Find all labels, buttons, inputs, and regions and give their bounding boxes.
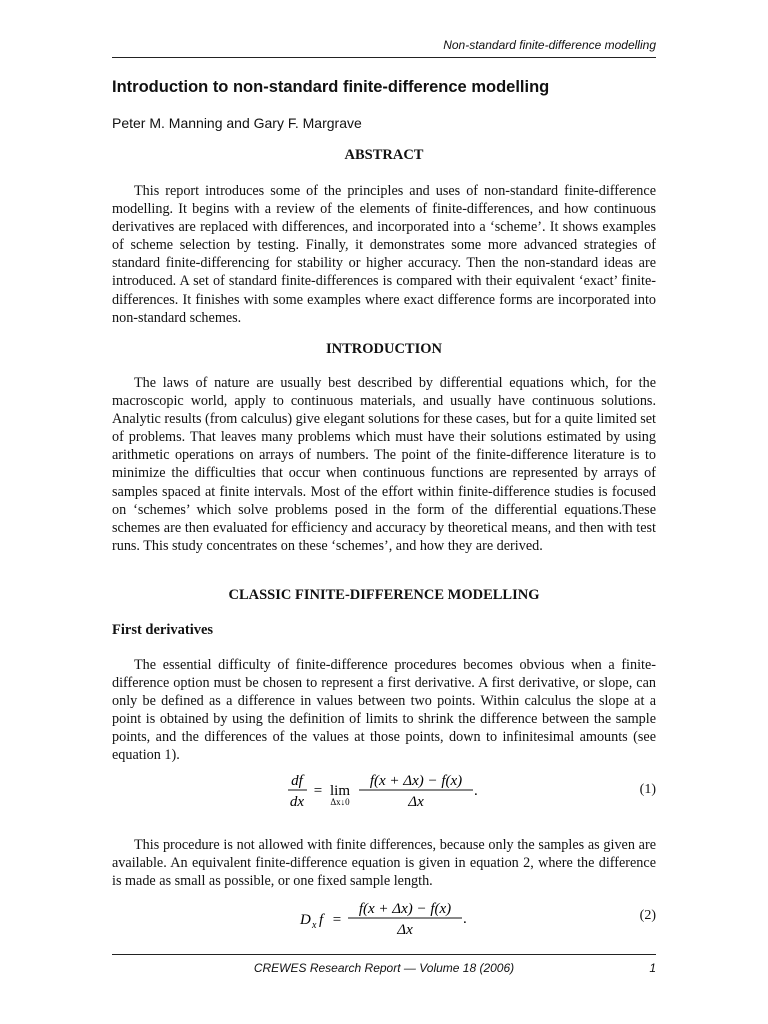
eq2-numerator: f(x + Δx) − f(x): [358, 901, 452, 917]
authors: Peter M. Manning and Gary F. Margrave: [112, 115, 362, 131]
equation-1-number: (1): [639, 782, 656, 797]
eq2-denominator: Δx: [397, 922, 413, 938]
header-rule: [112, 57, 656, 58]
equation-1-formula: [112, 770, 656, 814]
running-header: Non-standard finite-difference modelling: [443, 38, 656, 52]
introduction-paragraph: The laws of nature are usually best described by differential equations which, for the macroscopic world, apply to continuous materials, and usually have continuous solutions. Analytic results (from calculus) give elegant solutions for these cases, but for a quite limited set of problems. That leaves many problems which must have their solutions estimated by using arithmetic operations on arrays of numbers. The point of the finite-difference literature is to minimize the difficulties that occur when continuous functions are represented by arrays of samples spaced at finite intervals. Most of the effort within finite-difference studies is focused on ‘schemes’ which solve problems posed in the form of the differential equations.These schemes are then evaluated for efficiency and accuracy by theoretical means, and then with test runs. This study concentrates on these ‘schemes’, and how they are derived.: [112, 375, 656, 554]
eq1-period: .: [474, 783, 478, 799]
paper-title: Introduction to non-standard finite-difference modelling: [112, 78, 550, 96]
equation-2-number: (2): [639, 908, 656, 923]
eq1-lim-subscript: Δx↓0: [330, 797, 350, 807]
abstract-heading: ABSTRACT: [344, 147, 424, 163]
eq1-denominator: Δx: [408, 794, 424, 810]
equation-2-formula: [112, 896, 656, 940]
equation-2: [112, 896, 656, 940]
page-number: 1: [649, 961, 656, 975]
classic-section-heading: CLASSIC FINITE-DIFFERENCE MODELLING: [228, 587, 540, 603]
eq2-lhs-subscript: x: [312, 920, 317, 931]
eq2-lhs: D: [300, 912, 311, 928]
procedure-paragraph: This procedure is not allowed with finite differences, because only the samples as given are available. An equivalent finite-difference equation is given in equation 2, where the difference is made as small as possible, or one fixed sample length.: [112, 837, 656, 890]
eq1-numerator: f(x + Δx) − f(x): [369, 773, 463, 789]
eq1-df: df: [291, 773, 303, 789]
eq1-equals: =: [313, 783, 323, 799]
equation-1: [112, 770, 656, 814]
introduction-heading: INTRODUCTION: [325, 341, 442, 357]
footer-rule: [112, 954, 656, 955]
first-derivatives-paragraph: The essential difficulty of finite-difference procedures becomes obvious when a finite-difference option must be chosen to represent a first derivative. A first derivative, or slope, can only be defined as a difference in values between two points. Within calculus the slope at a point is obtained by using the definition of limits to shrink the difference between the sample points, and the differences of the values at those points, down to infinitesimal amounts (see equation 1).: [112, 657, 656, 764]
eq1-lim: lim: [329, 783, 351, 799]
eq1-dx: dx: [289, 794, 305, 810]
first-derivatives-subheading: First derivatives: [112, 622, 214, 638]
eq2-period: .: [463, 911, 467, 927]
eq2-equals: =: [332, 912, 342, 928]
abstract-paragraph: This report introduces some of the principles and uses of non-standard finite-difference modelling. It begins with a review of the elements of finite-differences, and how continuous derivatives are replaced with differences, and incorporated into a ‘scheme’. It shows examples of scheme selection by testing. Finally, it demonstrates some more advanced strategies of standard finite-differencing for stability or higher accuracy. Then the non-standard ideas are introduced. A set of standard finite-differences is compared with their equivalent ‘exact’ finite-differences. It finishes with some examples where exact difference forms are incorporated into non-standard schemes.: [112, 183, 656, 326]
footer-text: CREWES Research Report — Volume 18 (2006): [253, 961, 515, 975]
eq2-lhs-f: f: [319, 912, 324, 928]
